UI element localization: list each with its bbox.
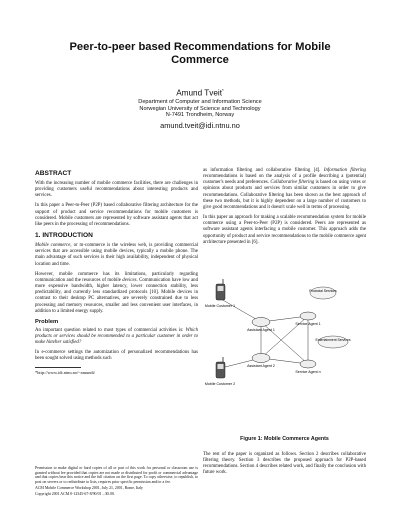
- author-block: [80, 86, 320, 131]
- assistant-agent-icon-2: [252, 354, 270, 363]
- mobile-phone-icon-2: [216, 357, 225, 378]
- footnote-url: *http://www.idi.ntnu.no/~amundt/: [35, 369, 96, 375]
- right-paragraph-2: In this paper an approach for making a scalable recommendation system for mobile commerce using a Peer-to-Peer (P2P) is considered. Peers are represented as software assistant agents interfacing a mobile customer. This approach adds the opportunity of product and service recommendations to the mobile commerce agent architecture presented in [6].: [203, 215, 366, 245]
- abstract-heading: ABSTRACT: [35, 170, 72, 177]
- service-agent-icon-n: [300, 360, 316, 368]
- intro-paragraph-4: In e-commerce settings the automization of personalized recommendations has been sought solved using methods such: [35, 350, 198, 362]
- right-paragraph-1: as information filtering and collaborative filtering [4]. Information filtering recommendations is based on the analysis of a profile describing a (potential) customer's needs and preferences. Collaborative filtering is based on using votes or opinions about products and services from similar customers in order to give recommendations. Collaborative filtering has been shown as the best approach of these two methods, but it is highly dependent on a large number of customers to give good recommendations and it doesn't scale well in terms of processing.: [203, 168, 366, 210]
- author-footnote-mark: *: [222, 88, 224, 93]
- permission-notice: Permission to make digital or hard copies of all or part of this work for personal or classroom use is granted without fee provided that copies are not made or distributed for profit or commercial advantage and that copies bear this notice and the full citation on the first page. To copy otherwise, to republish, to post on servers or to redistribute to lists, requires prior specific permission and/or a fee.: [35, 466, 198, 485]
- intro-paragraph-2: However, mobile commerce has its limitations, particularly regarding communication and the resources of mobile devices. Communication have low and more expensive bandwidth, higher latency, lower connection stability, less predictability, and currently less standardized protocols [10]. Mobile devices in contrast to their desktop PC alternatives, are severely constrained due to less processing and memory resources, smaller and less convenient user interfaces, in addition to a limited energy supply.: [35, 271, 199, 314]
- label-financial-services: Financial Services: [309, 289, 337, 293]
- intro-paragraph-1: Mobile commerce, or m-commerce is the wireless web, is providing commercial services that are accessible using mobile devices, typically a mobile phone. The main advantage of such services is their high availability, independent of physical location and time.: [35, 243, 198, 267]
- title-line-2: Commerce: [171, 54, 229, 66]
- affiliation-line-1: Department of Computer and Information Science: [138, 98, 262, 105]
- left-column: [35, 168, 198, 375]
- title-line-1: Peer-to-peer based Recommendations for Mobile: [69, 41, 331, 53]
- copyright-line: Copyright 2001 ACM 0-12345-67-8/90/01 ...$5.00.: [35, 491, 116, 496]
- problem-paragraph: An important question related to most types of commercial activities is: Which products or services should be recommended to a particular customer in order to make him/her satisfied?: [35, 327, 198, 346]
- intro-heading: 1. INTRODUCTION: [35, 232, 93, 240]
- affiliation-line-3: N-7491 Trondheim, Norway: [165, 112, 235, 119]
- abstract-paragraph-1: With the increasing number of mobile commerce facilities, there are challenges in providing customers useful recommendations about interesting products and services.: [35, 181, 198, 199]
- label-service-agent-1: Service Agent 1: [295, 322, 321, 326]
- label-assistant-agent-2: Assistant Agent 2: [247, 364, 275, 368]
- affiliation-line-2: Norwegian University of Science and Technology: [139, 105, 261, 112]
- author-name: Amund Tveit*: [176, 88, 224, 98]
- paper-title: [30, 41, 370, 67]
- conference-line: ACM Mobile Commerce Workshop 2001, July 21, 2001, Rome, Italy: [35, 485, 144, 490]
- service-agent-icon-1: [300, 312, 316, 320]
- problem-heading: Problem: [35, 318, 59, 325]
- right-column: [203, 168, 366, 250]
- assistant-agent-icon-1: [252, 318, 270, 327]
- footnote-rule: [35, 367, 81, 368]
- figure-caption: Figure 1: Mobile Commerce Agents: [240, 436, 329, 442]
- right-paragraph-3: The rest of the paper is organized as follows. Section 2 describes collaborative filtering theory. Section 3 describes the proposed approach for P2P-based recommendations. Section 4 describes related work, and finally the conclusion with future work.: [203, 452, 366, 476]
- mobile-commerce-agents-diagram: [203, 276, 366, 426]
- abstract-paragraph-2: In this paper a Peer-to-Peer (P2P) based collaborative filtering architecture for the support of product and service recommendations for mobile customers is considered. Mobile customers are represented by software assistant agents that act like peers in the processing of recommendations.: [35, 203, 198, 227]
- label-assistant-agent-1: Assistant Agent 1: [247, 328, 275, 332]
- label-service-agent-n: Service Agent n: [295, 370, 321, 374]
- label-mobile-customer-2: Mobile Customer 2: [204, 382, 236, 386]
- label-entertainment-services: Entertainment Services: [315, 338, 351, 342]
- author-email: amund.tveit@idi.ntnu.no: [160, 121, 240, 131]
- mobile-phone-icon-1: [216, 279, 225, 300]
- label-mobile-customer-1: Mobile Customer 1: [204, 304, 236, 308]
- permission-block: [35, 466, 198, 497]
